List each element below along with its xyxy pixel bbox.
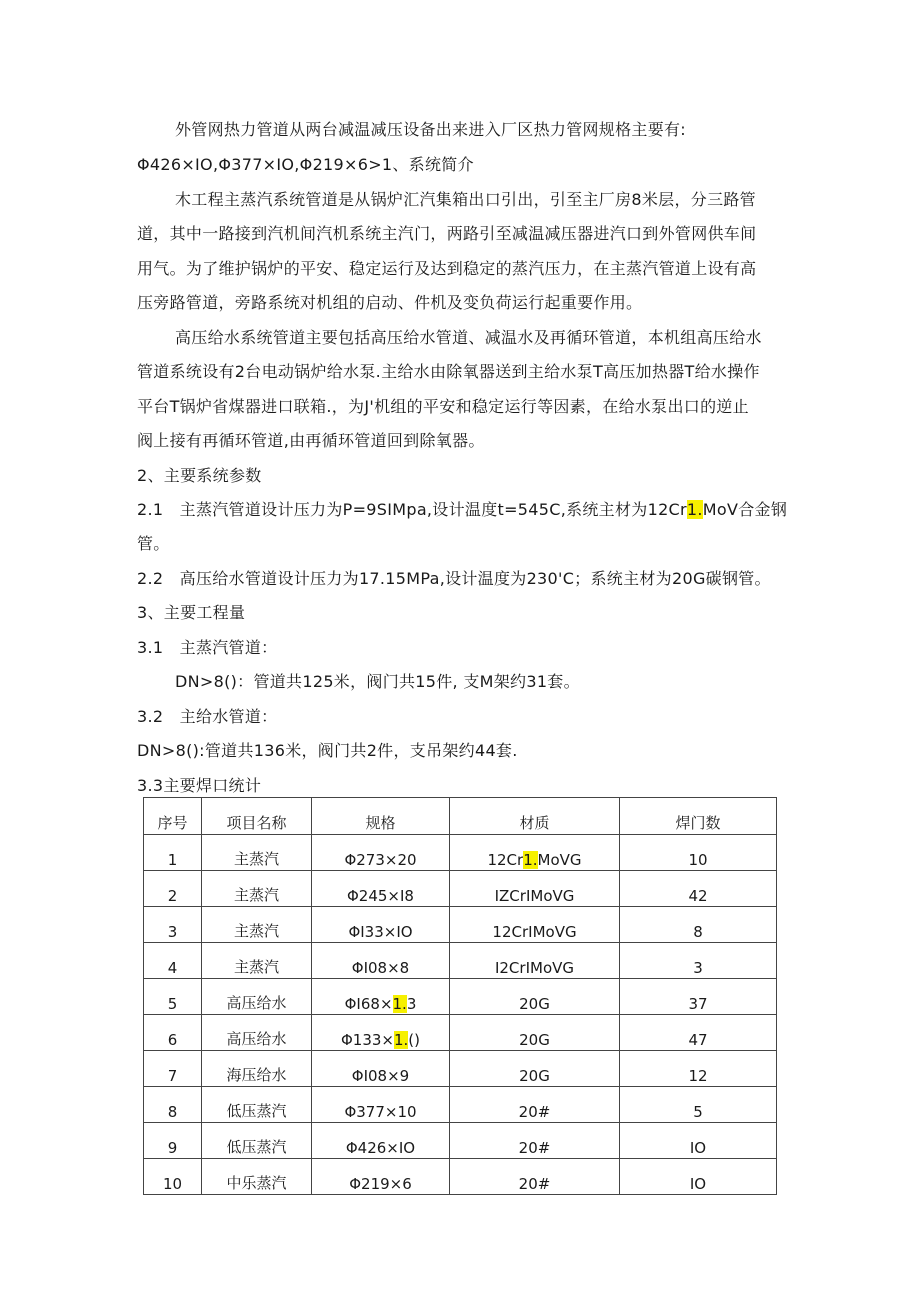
table-row [144, 943, 777, 979]
cell-material-text: 20G [519, 995, 550, 1013]
cell-name: 海压给水 [202, 1051, 312, 1087]
cell-spec [312, 1087, 450, 1123]
cell-material [450, 1159, 620, 1195]
cell-spec [312, 979, 450, 1015]
cell-no: 3 [144, 907, 202, 943]
cell-material-text: 20# [518, 1175, 551, 1193]
section-2-2: 2.2 高压给水管道设计压力为17.15MPa,设计温度为230'C；系统主材为20G碳钢管。 [137, 569, 771, 588]
cell-no: 9 [144, 1123, 202, 1159]
section-2-1-text-tail: MoV合金钢 [702, 500, 788, 519]
header-no: 序号 [144, 798, 202, 835]
cell-material-text: 12CrIMoVG [492, 923, 577, 941]
cell-spec [312, 1123, 450, 1159]
header-weld-count: 焊门数 [620, 798, 777, 835]
table-row [144, 1123, 777, 1159]
paragraph-intro: 外管网热力管道从两台减温减压设备出来进入厂区热力管网规格主要有: [175, 120, 686, 139]
cell-weld-count: 37 [620, 979, 777, 1015]
table-row [144, 1087, 777, 1123]
cell-spec [312, 1051, 450, 1087]
cell-material [450, 871, 620, 907]
cell-spec-text: Φ273×20 [344, 851, 417, 869]
highlight-mark: 1. [392, 995, 407, 1013]
cell-name: 中乐蒸汽 [202, 1159, 312, 1195]
cell-spec-text: ΦI08×8 [351, 959, 410, 977]
section-heading-2: 2、主要系统参数 [137, 466, 262, 485]
cell-material [450, 1087, 620, 1123]
paragraph-feedwater-line3: 平台T锅炉省煤器进口联箱.，为J'机组的平安和稳定运行等因素，在给水泵出口的逆止 [137, 397, 749, 416]
cell-no: 5 [144, 979, 202, 1015]
paragraph-feedwater-line1: 高压给水系统管道主要包括高压给水管道、减温水及再循环管道，本机组高压给水 [175, 328, 762, 347]
cell-weld-count: IO [620, 1159, 777, 1195]
table-row [144, 1159, 777, 1195]
section-3-1: 3.1 主蒸汽管道： [137, 638, 278, 657]
table-row [144, 979, 777, 1015]
cell-material-text: 20G [519, 1067, 550, 1085]
cell-weld-count: 8 [620, 907, 777, 943]
table-header-row [144, 798, 777, 835]
cell-material [450, 979, 620, 1015]
cell-material-text: 20# [518, 1139, 551, 1157]
cell-name: 高压给水 [202, 1015, 312, 1051]
cell-spec-text: Φ245×I8 [347, 887, 414, 905]
section-3-1-detail: DN>8()：管道共125米，阀门共15件, 支M架约31套。 [175, 672, 580, 691]
cell-spec [312, 1015, 450, 1051]
table-row [144, 907, 777, 943]
cell-name: 主蒸汽 [202, 943, 312, 979]
cell-spec [312, 943, 450, 979]
cell-spec-text: ΦI33×IO [348, 923, 413, 941]
cell-spec-tail: () [408, 1031, 421, 1049]
table-row [144, 835, 777, 871]
paragraph-specs: Φ426×IO,Φ377×IO,Φ219×6>1、系统简介 [137, 155, 474, 174]
cell-material [450, 943, 620, 979]
section-heading-3: 3、主要工程量 [137, 603, 246, 622]
cell-weld-count: 12 [620, 1051, 777, 1087]
cell-name: 主蒸汽 [202, 871, 312, 907]
cell-spec-text: Φ133× [340, 1031, 394, 1049]
paragraph-feedwater-line2: 管道系统设有2台电动锅炉给水泵.主给水由除氧器送到主给水泵T高压加热器T给水操作 [137, 362, 760, 381]
table-row [144, 1051, 777, 1087]
cell-spec-text: ΦI08×9 [351, 1067, 410, 1085]
cell-material-text: I2CrIMoVG [494, 959, 575, 977]
cell-material-text: 20# [518, 1103, 551, 1121]
section-2-1-text: 2.1 主蒸汽管道设计压力为P=9SIMpa,设计温度t=545C,系统主材为12Cr [137, 500, 687, 519]
table-row [144, 1015, 777, 1051]
cell-material-text: 12Cr [487, 851, 524, 869]
cell-material [450, 1015, 620, 1051]
cell-spec [312, 907, 450, 943]
section-3-2: 3.2 主给水管道： [137, 707, 278, 726]
section-3-3: 3.3主要焊口统计 [137, 776, 262, 795]
cell-no: 1 [144, 835, 202, 871]
section-3-2-detail: DN>8():管道共136米，阀门共2件，支吊架约44套. [137, 741, 518, 760]
cell-no: 4 [144, 943, 202, 979]
highlight-mark: 1. [686, 500, 703, 519]
cell-no: 6 [144, 1015, 202, 1051]
cell-weld-count: IO [620, 1123, 777, 1159]
header-name: 项目名称 [202, 798, 312, 835]
cell-name: 高压给水 [202, 979, 312, 1015]
cell-material [450, 907, 620, 943]
cell-name: 主蒸汽 [202, 835, 312, 871]
cell-name: 低压蒸汽 [202, 1087, 312, 1123]
cell-name: 低压蒸汽 [202, 1123, 312, 1159]
section-2-1-line1 [137, 498, 787, 522]
cell-weld-count: 3 [620, 943, 777, 979]
cell-spec-text: Φ426×IO [345, 1139, 416, 1157]
highlight-mark: 1. [393, 1031, 409, 1049]
paragraph-main-steam-line2: 道，其中一路接到汽机间汽机系统主汽门，两路引至减温减压器进汽口到外管网供车间 [137, 224, 757, 243]
cell-material [450, 1051, 620, 1087]
cell-weld-count: 10 [620, 835, 777, 871]
highlight-mark: 1. [523, 851, 538, 869]
weld-statistics-table [143, 797, 777, 1195]
cell-weld-count: 47 [620, 1015, 777, 1051]
header-material: 材质 [450, 798, 620, 835]
cell-spec-text: Φ219×6 [349, 1175, 412, 1193]
cell-no: 7 [144, 1051, 202, 1087]
cell-weld-count: 42 [620, 871, 777, 907]
cell-spec [312, 871, 450, 907]
paragraph-feedwater-line4: 阀上接有再循环管道,由再循环管道回到除氧器。 [137, 431, 485, 450]
cell-no: 8 [144, 1087, 202, 1123]
table-row [144, 871, 777, 907]
cell-material [450, 1123, 620, 1159]
cell-spec [312, 835, 450, 871]
paragraph-main-steam-line1: 木工程主蒸汽系统管道是从锅炉汇汽集箱出口引出，引至主厂房8米层，分三路管 [175, 190, 756, 209]
paragraph-main-steam-line4: 压旁路管道，旁路系统对机组的启动、件机及变负荷运行起重要作用。 [137, 293, 643, 312]
cell-no: 10 [144, 1159, 202, 1195]
cell-spec-text: ΦI68× [344, 995, 393, 1013]
cell-spec [312, 1159, 450, 1195]
paragraph-main-steam-line3: 用气。为了维护锅炉的平安、稳定运行及达到稳定的蒸汽压力，在主蒸汽管道上设有高 [137, 259, 757, 278]
cell-material-text: 20G [519, 1031, 550, 1049]
cell-weld-count: 5 [620, 1087, 777, 1123]
cell-spec-text: Φ377×10 [344, 1103, 417, 1121]
cell-material-text: IZCrIMoVG [494, 887, 575, 905]
cell-spec-tail: 3 [406, 995, 417, 1013]
cell-no: 2 [144, 871, 202, 907]
section-2-1-line2: 管。 [137, 534, 170, 553]
cell-material [450, 835, 620, 871]
cell-material-tail: MoVG [537, 851, 582, 869]
cell-name: 主蒸汽 [202, 907, 312, 943]
header-spec: 规格 [312, 798, 450, 835]
